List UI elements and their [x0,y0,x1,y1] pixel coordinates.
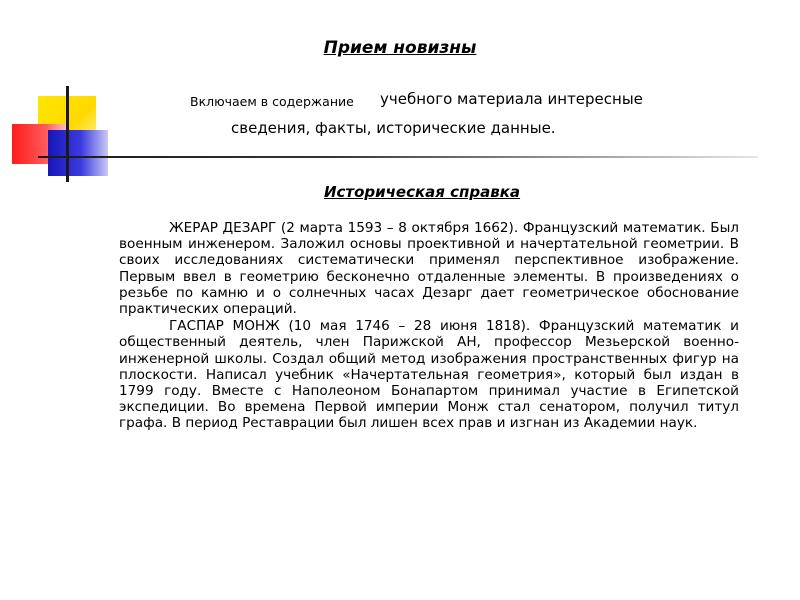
slide-title: Прием новизны [323,38,477,58]
red-square [12,124,68,164]
paragraph-desargues: ЖЕРАР ДЕЗАРГ (2 марта 1593 – 8 октября 1662). Французский математик. Был военным инженером. Заложил основы проективной и начертательной геометрии. В своих исследованиях систематически применял перспективное изображение. Первым ввел в геометрию бесконечно отдаленные элементы. В произведениях о резьбе по камню и о солнечных часах Дезарг дает геометрическое обоснование практических операций. [119,220,739,318]
intro-lead-text: Включаем в содержание [190,94,354,109]
section-subtitle: Историческая справка [323,183,521,201]
blue-square [48,130,108,176]
history-body [119,220,739,433]
paragraph-monge: ГАСПАР МОНЖ (10 мая 1746 – 28 июня 1818). Французский математик и общественный деятель, член Парижской АН, профессор Мезьерской военно-инженерной школы. Создал общий метод изображения пространственных фигур на плоскости. Написал учебник «Начертательная геометрия», который был издан в 1799 году. Вместе с Наполеоном Бонапартом принимал участие в Египетской экспедиции. Во времена Первой империи Монж стал сенатором, получил титул графа. В период Реставрации был лишен всех прав и изгнан из Академии наук. [119,318,739,432]
intro-second-line: сведения, факты, исторические данные. [231,119,556,137]
intro-main-text: учебного материала интересные [380,90,643,108]
vertical-divider-line [66,86,69,182]
yellow-square [38,96,96,146]
horizontal-divider-line [38,156,758,158]
